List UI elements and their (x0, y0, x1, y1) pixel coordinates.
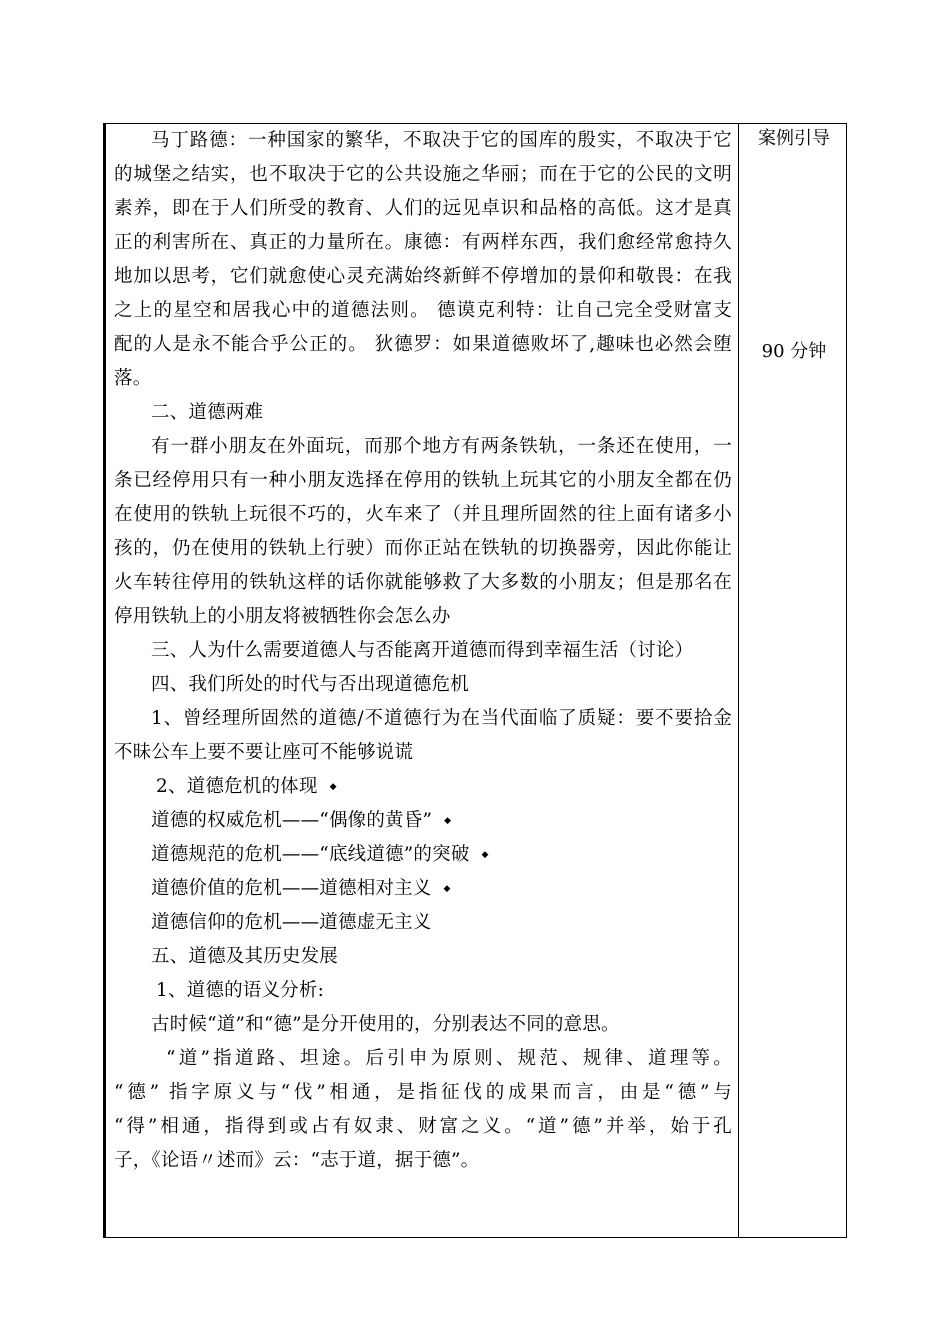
paragraph-line: “道”指道路、坦途。后引申为原则、规范、规律、道理等。 (166, 1048, 732, 1069)
list-item-text: 道德规范的危机——“底线道德”的突破 (151, 844, 470, 865)
content-column (114, 124, 732, 1178)
paragraph-line: 古时候“道”和“德”是分开使用的，分别表达不同的意思。 (151, 1014, 620, 1035)
paragraph-line: 配的人是永不能合乎公正的。 狄德罗：如果道德败坏了,趣味也必然会堕 (114, 334, 732, 355)
paragraph-line: 正的利害所在、真正的力量所在。康德：有两样东西，我们愈经常愈持久 (114, 232, 732, 253)
list-item-text: 道德信仰的危机——道德虚无主义 (151, 912, 432, 933)
subsection-heading: 1、道德的语义分析: (156, 980, 325, 1001)
diamond-bullet-icon: ◆ (329, 782, 337, 792)
paragraph-line: 地加以思考，它们就愈使心灵充满始终新鲜不停增加的景仰和敬畏：在我 (114, 266, 732, 287)
paragraph-line: 素养，即在于人们所受的教育、人们的远见卓识和品格的高低。这才是真 (114, 198, 732, 219)
paragraph-line: 马丁路德：一种国家的繁华，不取决于它的国库的殷实，不取决于它 (151, 130, 732, 151)
subsection-heading (114, 770, 732, 804)
list-item (114, 804, 732, 838)
paragraph-line: “得”相通，指得到或占有奴隶、财富之义。“道”德”并举，始于孔 (114, 1116, 732, 1137)
paragraph-line: 子，《论语〃述而》云：“志于道，据于德”。 (114, 1150, 480, 1171)
duration-label: 90 分钟 (761, 341, 827, 362)
paragraph-line: 1、曾经理所固然的道德/不道德行为在当代面临了质疑：要不要拾金 (151, 708, 732, 729)
list-item (114, 838, 732, 872)
section-heading: 四、我们所处的时代与否出现道德危机 (151, 674, 469, 695)
list-item (114, 906, 732, 940)
lesson-table (103, 123, 847, 1238)
section-heading: 二、道德两难 (151, 402, 264, 423)
diamond-bullet-icon: ◆ (481, 850, 489, 860)
diamond-bullet-icon: ◆ (444, 816, 452, 826)
subsection-heading-text: 2、道德危机的体现 (156, 776, 318, 797)
section-heading: 三、人为什么需要道德人与否能离开道德而得到幸福生活（讨论） (151, 640, 694, 661)
paragraph-line: 火车转往停用的铁轨这样的话你就能够救了大多数的小朋友；但是那名在 (114, 572, 732, 593)
list-item (114, 872, 732, 906)
section-heading: 五、道德及其历史发展 (151, 946, 339, 967)
paragraph-line: 有一群小朋友在外面玩，而那个地方有两条铁轨，一条还在使用，一 (151, 436, 732, 457)
paragraph-line: 停用铁轨上的小朋友将被牺牲你会怎么办 (114, 606, 451, 627)
paragraph-line: 不昧公车上要不要让座可不能够说谎 (114, 742, 414, 763)
paragraph-line: 落。 (114, 368, 152, 389)
list-item-text: 道德的权威危机——“偶像的黄昏” (151, 810, 433, 831)
paragraph-line: “德” 指字原义与“伐”相通，是指征伐的成果而言，由是“德”与 (114, 1082, 732, 1103)
paragraph-line: 的城堡之结实，也不取决于它的公共设施之华丽；而在于它的公民的文明 (114, 164, 732, 185)
diamond-bullet-icon: ◆ (443, 884, 451, 894)
column-divider (738, 124, 739, 1237)
case-guide-label: 案例引导 (758, 128, 830, 149)
paragraph-line: 之上的星空和居我心中的道德法则。 德谟克利特：让自己完全受财富支 (114, 300, 732, 321)
list-item-text: 道德价值的危机——道德相对主义 (151, 878, 432, 899)
paragraph-line: 孩的，仍在使用的铁轨上行驶）而你正站在铁轨的切换器旁，因此你能让 (114, 538, 732, 559)
paragraph-line: 在使用的铁轨上玩很不巧的，火车来了（并且理所固然的往上面有诸多小 (114, 504, 732, 525)
paragraph-line: 条已经停用只有一种小朋友选择在停用的铁轨上玩其它的小朋友全都在仍 (114, 470, 732, 491)
